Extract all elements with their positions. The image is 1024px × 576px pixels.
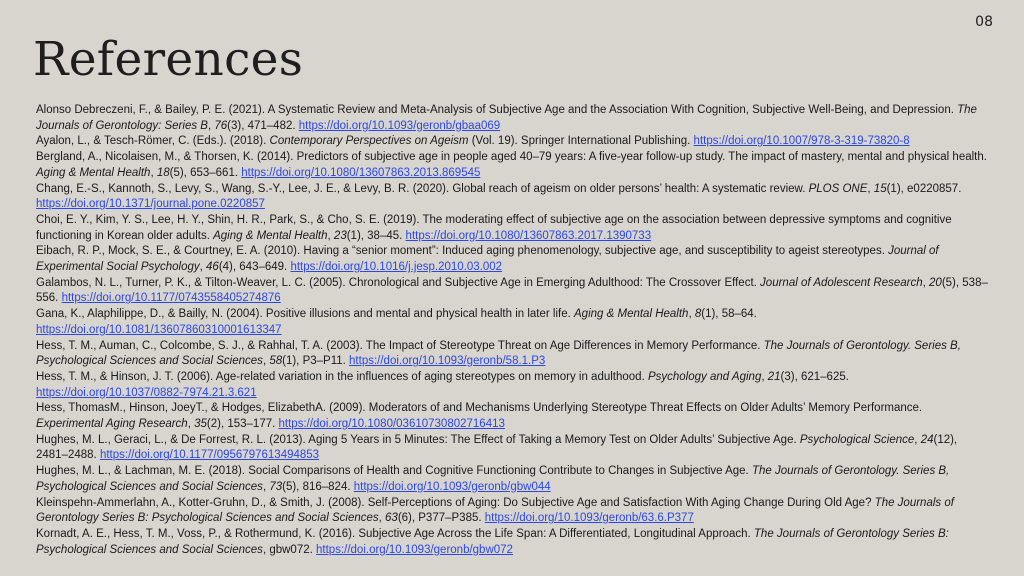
reference-source-italic: Psychological Science [799,433,915,446]
reference-source-italic: Aging & Mental Health [213,229,328,242]
reference-text: , gbw072. [262,543,317,556]
reference-text: Hughes, M. L., Geraci, L., & De Forrest, R. L. (2013). Aging 5 Years in 5 Minutes: The Effect of Taking a Memory Test on Older Adults’ Subjective Age. [36,433,800,446]
reference-source-italic: 76 [214,119,228,132]
reference-text: (3), 471–482. [227,119,299,132]
doi-link[interactable]: https://doi.org/10.1093/geronb/gbw072 [316,543,513,556]
doi-link[interactable]: https://doi.org/10.1007/978-3-319-73820-8 [693,135,910,148]
reference-text: Hughes, M. L., & Lachman, M. E. (2018). Social Comparisons of Health and Cognitive Functioning Contribute to Changes in Subjective Age. [36,465,752,478]
reference-text: , [914,433,921,446]
reference-source-italic: 35 [194,418,207,431]
doi-link[interactable]: https://doi.org/10.1016/j.jesp.2010.03.002 [290,261,503,274]
reference-source-italic: 24 [920,433,934,446]
reference-text: , [378,512,386,525]
doi-link[interactable]: https://doi.org/10.1093/geronb/gbaa069 [298,119,501,132]
page-number: 08 [975,14,993,30]
reference-source-italic: 15 [873,182,887,195]
reference-text: Gana, K., Alaphilippe, D., & Bailly, N. (2004). Positive illusions and mental and physical health in later life. [36,308,575,321]
reference-list [36,103,991,558]
doi-link[interactable]: https://doi.org/10.1080/03610730802716413 [278,418,505,431]
reference-text: (1), 58–64. [701,308,757,321]
reference-text: Galambos, N. L., Turner, P. K., & Tilton-Weaver, L. C. (2005). Chronological and Subjective Age in Emerging Adulthood: The Crossover Effect. [36,276,761,289]
reference-text: (2), 153–177. [206,418,279,431]
reference-entry [36,527,991,558]
reference-source-italic: Psychology and Aging [647,370,762,383]
reference-source-italic: 8 [694,308,702,321]
reference-entry [36,496,991,527]
doi-link[interactable]: https://doi.org/10.1080/13607863.2013.869545 [241,166,481,179]
reference-text: (1), e0220857. [886,182,962,195]
reference-text: (5), 653–661. [169,166,242,179]
doi-link[interactable]: https://doi.org/10.1081/13607860310001613347 [36,323,282,336]
reference-text: Kornadt, A. E., Hess, T. M., Voss, P., & Rothermund, K. (2016). Subjective Age Across the Life Span: A Differentiated, Longitudinal Approach. [36,527,754,540]
doi-link[interactable]: https://doi.org/10.1080/13607863.2017.1390733 [405,229,652,242]
reference-source-italic: The Journals of Gerontology. Series B, Psychological Sciences and Social Sciences [36,465,950,493]
reference-source-italic: 73 [269,480,283,493]
reference-text: (1), 38–45. [346,229,406,242]
reference-text: Chang, E.-S., Kannoth, S., Levy, S., Wang, S.-Y., Lee, J. E., & Levy, B. R. (2020). Global reach of ageism on older persons’ health: A systematic review. [36,182,809,195]
reference-entry [36,276,991,307]
reference-source-italic: 46 [206,261,219,274]
reference-source-italic: PLOS ONE [808,182,868,195]
reference-text: Ayalon, L., & Tesch-Römer, C. (Eds.). (2018). [36,135,270,148]
doi-link[interactable]: https://doi.org/10.1093/geronb/58.1.P3 [349,355,546,368]
reference-entry [36,182,991,213]
reference-text: , [327,229,334,242]
reference-entry [36,150,991,181]
reference-text: (1), P3–P11. [282,355,350,368]
reference-source-italic: Experimental Aging Research [36,418,188,431]
reference-text: (6), P377–P385. [397,512,485,525]
reference-entry [36,339,991,370]
reference-text: Alonso Debreczeni, F., & Bailey, P. E. (2021). A Systematic Review and Meta-Analysis of Subjective Age and the Association With Cognition, Subjective Well-Being, and Depression. [36,104,958,116]
reference-source-italic: 21 [767,370,781,383]
doi-link[interactable]: https://doi.org/10.1093/geronb/gbw044 [353,480,551,493]
reference-text: Kleinspehn-Ammerlahn, A., Kotter-Gruhn, D., & Smith, J. (2008). Self-Perceptions of Aging: Do Subjective Age and Satisfaction With Aging Change During Old Age? [36,496,875,509]
reference-source-italic: Aging & Mental Health [36,166,151,179]
reference-source-italic: Aging & Mental Health [574,308,689,321]
reference-text: Hess, T. M., Auman, C., Colcombe, S. J., & Rahhal, T. A. (2003). The Impact of Stereotype Threat on Age Differences in Memory Performance. [36,339,764,352]
doi-link[interactable]: https://doi.org/10.1093/geronb/63.6.P377 [484,512,694,525]
reference-text: (Vol. 19). Springer International Publishing. [468,135,694,148]
reference-text: Choi, E. Y., Kim, Y. S., Lee, H. Y., Shin, H. R., Park, S., & Cho, S. E. (2019). The moderating effect of subjective age on the association between depressive symptoms and cognitive functioning in Korean older adults. [36,213,952,242]
doi-link[interactable]: https://doi.org/10.1037/0882-7974.21.3.621 [36,386,257,399]
reference-text: , [922,276,930,289]
reference-text: Bergland, A., Nicolaisen, M., & Thorsen, K. (2014). Predictors of subjective age in people aged 40–79 years: A five-year follow-up study. The impact of mastery, mental and physical health. [36,151,987,164]
reference-text: , [262,355,270,368]
reference-source-italic: 20 [929,276,942,289]
reference-entry [36,370,991,401]
reference-entry [36,244,991,275]
reference-entry [36,464,991,495]
reference-source-italic: The Journals of Gerontology Series B: Psychological Sciences and Social Sciences [36,496,954,525]
reference-text: Eibach, R. P., Mock, S. E., & Courtney, E. A. (2010). Having a “senior moment”: Induced aging phenomenology, subjective age, and susceptibility to ageist stereotypes. [36,245,889,258]
reference-source-italic: The Journals of Gerontology Series B: Psychological Sciences and Social Sciences [36,527,949,556]
reference-text: , [867,182,874,195]
reference-entry [36,103,991,134]
reference-entry [36,401,991,432]
reference-entry [36,134,991,150]
reference-text: , [262,480,270,493]
page-title: References [33,32,304,87]
reference-source-italic: Journal of Adolescent Research [760,276,923,289]
reference-text: , [187,418,195,431]
reference-text: (3), 621–625. [780,370,849,383]
reference-source-italic: 58 [269,355,283,368]
reference-text: , [207,119,215,132]
reference-source-italic: 23 [333,229,347,242]
reference-text: Hess, ThomasM., Hinson, JoeyT., & Hodges, ElizabethA. (2009). Moderators of and Mechanisms Underlying Stereotype Threat Effects on Older Adults’ Memory Performance. [36,402,923,415]
doi-link[interactable]: https://doi.org/10.1177/0956797613494853 [99,449,320,462]
reference-entry [36,433,991,464]
reference-entry [36,213,991,244]
reference-source-italic: Contemporary Perspectives on Ageism [269,135,469,148]
reference-text: , [199,261,207,274]
reference-text: (4), 643–649. [218,261,291,274]
reference-text: (5), 538–556. [36,276,988,305]
reference-text: , [761,370,768,383]
reference-text: , [688,308,695,321]
reference-text: Hess, T. M., & Hinson, J. T. (2006). Age-related variation in the influences of aging stereotypes on memory in adulthood. [36,370,648,383]
doi-link[interactable]: https://doi.org/10.1371/journal.pone.0220857 [36,198,265,211]
reference-source-italic: 18 [156,166,170,179]
reference-source-italic: Journal of Experimental Social Psychology [36,245,939,274]
reference-entry [36,307,991,338]
reference-text: , [150,166,157,179]
reference-text: (12), 2481–2488. [36,433,958,462]
reference-text: (5), 816–824. [282,480,354,493]
reference-source-italic: The Journals of Gerontology: Series B [36,104,977,132]
reference-source-italic: 63 [385,512,398,525]
reference-source-italic: The Journals of Gerontology. Series B, Psychological Sciences and Social Sciences [36,339,961,368]
doi-link[interactable]: https://doi.org/10.1177/0743558405274876 [61,292,281,305]
